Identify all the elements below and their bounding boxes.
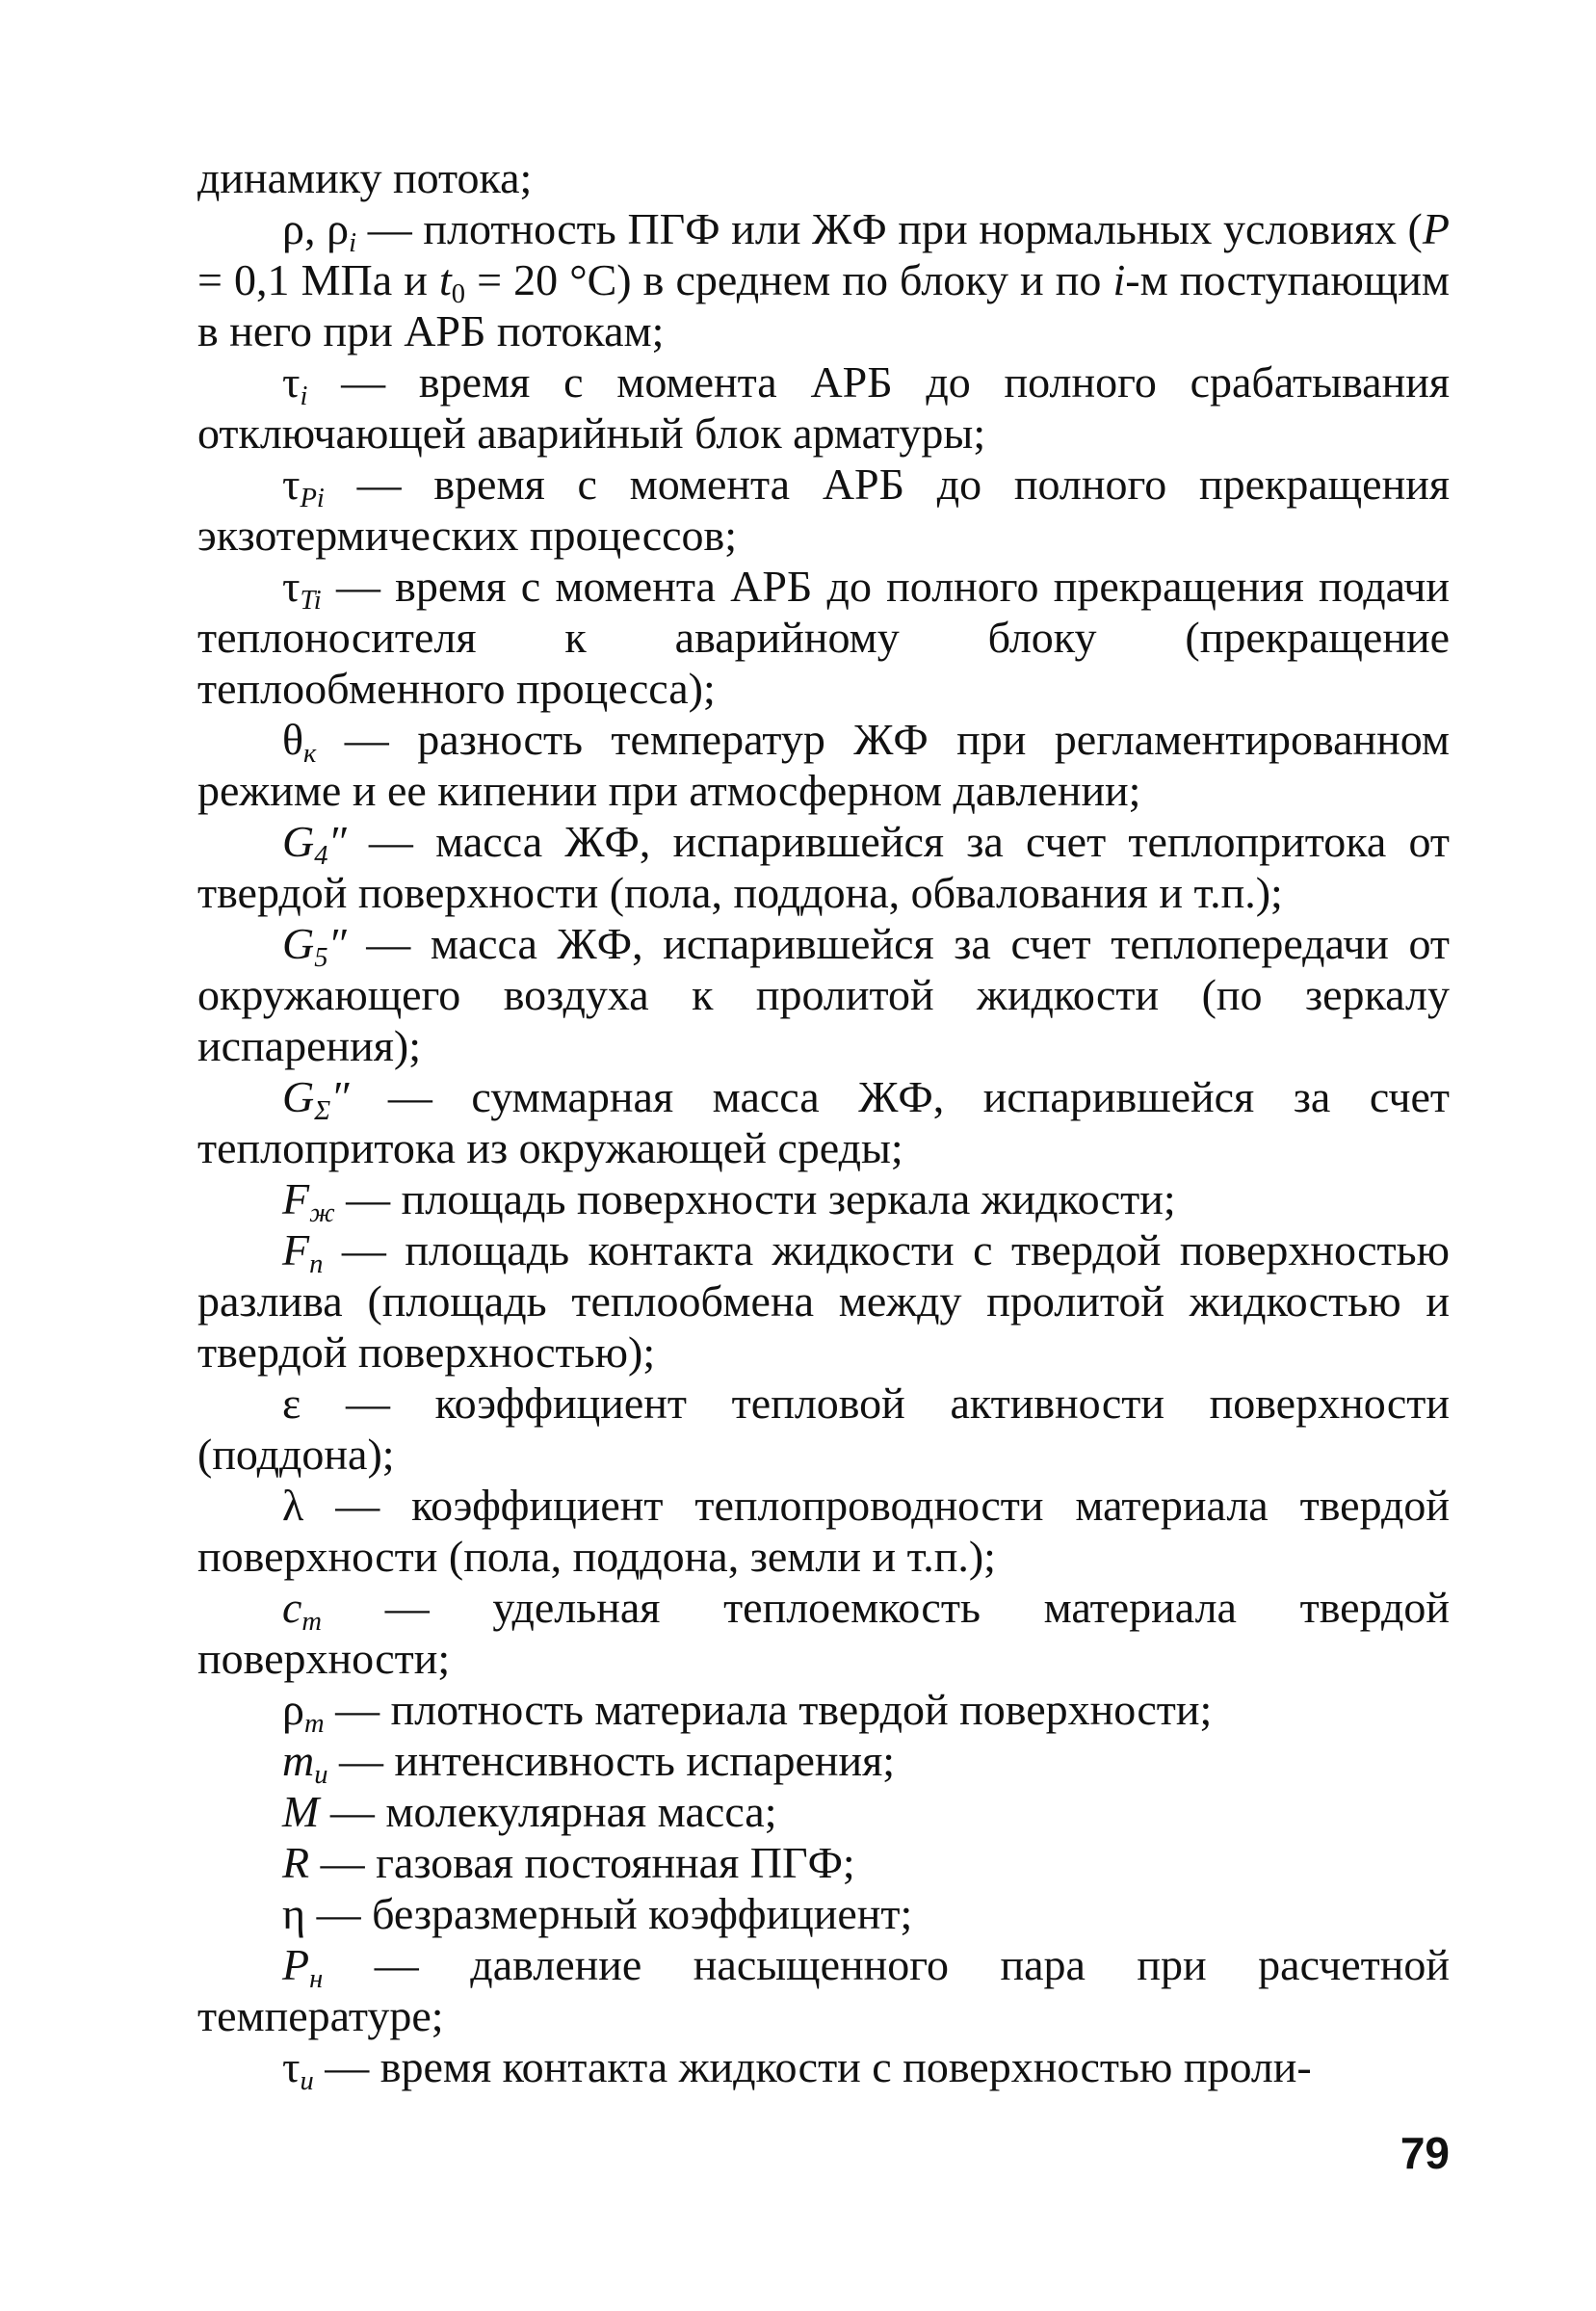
definition-item	[197, 459, 1450, 561]
definition-text: — время с момента АРБ до полного прекращения подачи теплоносителя к аварийному блоку (прекращение теплообменного процесса);	[197, 562, 1450, 713]
definition-text: — площадь контакта жидкости с твердой поверхностью разлива (площадь теплообмена между пролитой жидкостью и твердой поверхностью);	[197, 1225, 1450, 1377]
definition-text: — давление насыщенного пара при расчетной температуре;	[197, 1940, 1450, 2040]
definition-symbol: $G_\Sigma''$	[282, 1072, 350, 1126]
definition-symbol: ρ, $\rho_i$	[282, 204, 357, 258]
definition-text: — коэффициент теплопроводности материала твердой поверхности (пола, поддона, земли и т.п.);	[197, 1481, 1450, 1581]
definition-symbol: $\tau_{Pi}$	[282, 460, 325, 513]
definition-item	[197, 203, 1450, 356]
definition-item	[197, 1735, 1450, 1790]
definition-text: — безразмерный коэффициент;	[305, 1889, 913, 1938]
page-number: 79	[1400, 2128, 1450, 2178]
definition-symbol: $\tau_и$	[282, 2042, 314, 2096]
definition-item	[197, 1378, 1450, 1480]
definition-symbol: $G_4''$	[282, 817, 347, 871]
definition-text: — коэффициент тепловой активности поверхности (поддона);	[197, 1379, 1450, 1479]
definition-text: — время контакта жидкости с поверхностью проли-	[313, 2042, 1312, 2091]
intro-line: динамику потока;	[197, 153, 533, 202]
definition-text: — масса ЖФ, испарившейся за счет теплопередачи от окружающего воздуха к пролитой жидкости (по зеркалу испарения);	[197, 919, 1450, 1070]
definition-item	[197, 1888, 1450, 1939]
definition-item	[197, 918, 1450, 1071]
definition-item	[197, 1684, 1450, 1739]
definition-symbol: R	[282, 1838, 310, 1887]
definition-symbol: $F_п$	[282, 1225, 324, 1279]
definition-text: — суммарная масса ЖФ, испарившейся за счет теплопритока из окружающей среды;	[197, 1072, 1450, 1172]
definition-item	[197, 2041, 1450, 2096]
definition-text: — интенсивность испарения;	[327, 1736, 896, 1785]
definition-item	[197, 1173, 1450, 1228]
definition-text: — молекулярная масса;	[319, 1787, 777, 1836]
definition-item	[197, 1837, 1450, 1888]
definition-item	[197, 1480, 1450, 1582]
definition-item	[197, 561, 1450, 714]
definition-item	[197, 816, 1450, 918]
definition-item	[197, 356, 1450, 459]
definition-symbol: η	[282, 1889, 306, 1938]
definition-text: — масса ЖФ, испарившейся за счет теплопритока от твердой поверхности (пола, поддона, обвалования и т.п.);	[197, 817, 1450, 917]
definition-text: — плотность материала твердой поверхности;	[324, 1685, 1213, 1734]
definition-symbol: $P_н$	[282, 1940, 324, 1994]
definition-text: — разность температур ЖФ при регламентированном режиме и ее кипении при атмосферном давлении;	[197, 715, 1450, 815]
definitions-list	[197, 203, 1450, 2096]
definition-symbol: $\tau_i$	[282, 357, 308, 411]
definition-symbol: $\theta_к$	[282, 715, 317, 769]
definition-symbol: ε	[282, 1379, 301, 1428]
definition-item	[197, 1939, 1450, 2041]
definition-text: — удельная теплоемкость материала твердой поверхности;	[197, 1583, 1450, 1683]
definition-symbol: $m_и$	[282, 1736, 328, 1790]
definition-text: — время с момента АРБ до полного прекращения экзотермических процессов;	[197, 460, 1450, 560]
definition-item	[197, 1071, 1450, 1173]
definition-symbol: $\rho_т$	[282, 1685, 325, 1739]
definition-item	[197, 1224, 1450, 1378]
definition-symbol: $F_ж$	[282, 1174, 335, 1228]
definition-symbol: λ	[282, 1481, 304, 1530]
definition-text: — газовая постоянная ПГФ;	[309, 1838, 855, 1887]
definition-item	[197, 714, 1450, 816]
definition-symbol: $G_5''$	[282, 919, 347, 973]
definition-text: — площадь поверхности зеркала жидкости;	[334, 1174, 1176, 1223]
definition-text: — время с момента АРБ до полного срабатывания отключающей аварийный блок арматуры;	[197, 357, 1450, 458]
definition-item	[197, 1582, 1450, 1684]
definition-symbol: $\tau_{Ti}$	[282, 562, 322, 616]
definition-symbol: M	[282, 1787, 320, 1836]
definition-symbol: $c_т$	[282, 1583, 323, 1637]
definition-item	[197, 1786, 1450, 1837]
text-block	[197, 152, 1450, 2096]
definition-text: — плотность ПГФ или ЖФ при нормальных условиях (P = 0,1 МПа и $t_0 = 20$ °С) в среднем по блоку и по i-м поступающим в него при АРБ потокам;	[197, 204, 1450, 355]
